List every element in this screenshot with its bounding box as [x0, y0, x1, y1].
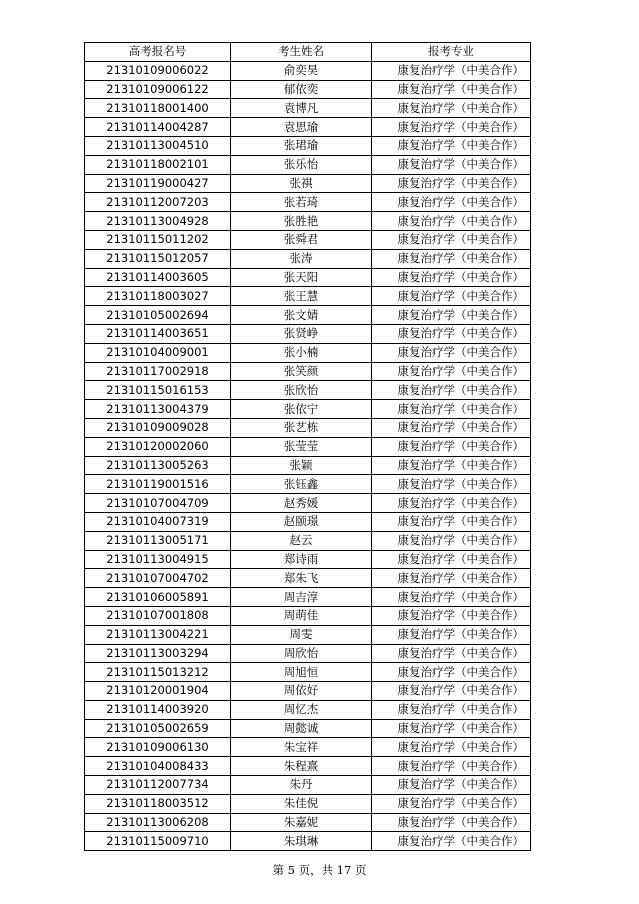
registration-number-cell: 21310114003605 [85, 268, 231, 287]
major-cell: 康复治疗学（中美合作） [372, 475, 531, 494]
candidate-name-cell: 郁依奕 [231, 80, 372, 99]
registration-number-cell: 21310107001808 [85, 606, 231, 625]
major-cell: 康复治疗学（中美合作） [372, 531, 531, 550]
table-row [85, 400, 531, 419]
major-cell: 康复治疗学（中美合作） [372, 644, 531, 663]
major-cell: 康复治疗学（中美合作） [372, 400, 531, 419]
registration-number-cell: 21310120002060 [85, 437, 231, 456]
candidate-name-cell: 张颖 [231, 456, 372, 475]
table-row [85, 155, 531, 174]
header-row [85, 43, 531, 62]
table-row [85, 268, 531, 287]
candidate-name-cell: 周旭恒 [231, 663, 372, 682]
table-row [85, 118, 531, 137]
registration-number-cell: 21310114003920 [85, 700, 231, 719]
candidate-name-cell: 张珺瑜 [231, 136, 372, 155]
registration-number-cell: 21310119001516 [85, 475, 231, 494]
major-cell: 康复治疗学（中美合作） [372, 362, 531, 381]
registration-number-cell: 21310115009710 [85, 832, 231, 851]
registration-number-cell: 21310113003294 [85, 644, 231, 663]
table-row [85, 306, 531, 325]
major-cell: 康复治疗学（中美合作） [372, 437, 531, 456]
registration-number-cell: 21310105002694 [85, 306, 231, 325]
major-cell: 康复治疗学（中美合作） [372, 794, 531, 813]
candidate-name-cell: 赵云 [231, 531, 372, 550]
table-row [85, 663, 531, 682]
registration-number-cell: 21310115012057 [85, 249, 231, 268]
candidate-name-cell: 周雯 [231, 625, 372, 644]
table-row [85, 494, 531, 513]
major-cell: 康复治疗学（中美合作） [372, 268, 531, 287]
header-registration-number: 高考报名号 [85, 43, 231, 62]
major-cell: 康复治疗学（中美合作） [372, 456, 531, 475]
registration-number-cell: 21310107004709 [85, 494, 231, 513]
candidate-name-cell: 张祺 [231, 174, 372, 193]
major-cell: 康复治疗学（中美合作） [372, 494, 531, 513]
registration-number-cell: 21310109009028 [85, 418, 231, 437]
candidate-name-cell: 周依好 [231, 682, 372, 701]
header-major: 报考专业 [372, 43, 531, 62]
candidate-name-cell: 张笑颜 [231, 362, 372, 381]
registration-number-cell: 21310120001904 [85, 682, 231, 701]
table-row [85, 343, 531, 362]
table-row [85, 249, 531, 268]
major-cell: 康复治疗学（中美合作） [372, 306, 531, 325]
major-cell: 康复治疗学（中美合作） [372, 381, 531, 400]
major-cell: 康复治疗学（中美合作） [372, 61, 531, 80]
registration-number-cell: 21310114004287 [85, 118, 231, 137]
candidate-name-cell: 郑朱飞 [231, 569, 372, 588]
major-cell: 康复治疗学（中美合作） [372, 343, 531, 362]
candidate-name-cell: 张钰鑫 [231, 475, 372, 494]
table-row [85, 456, 531, 475]
table-row [85, 99, 531, 118]
registration-number-cell: 21310104008433 [85, 757, 231, 776]
major-cell: 康复治疗学（中美合作） [372, 136, 531, 155]
registration-number-cell: 21310109006130 [85, 738, 231, 757]
major-cell: 康复治疗学（中美合作） [372, 512, 531, 531]
candidate-name-cell: 袁博凡 [231, 99, 372, 118]
registration-number-cell: 21310113005171 [85, 531, 231, 550]
table-row [85, 136, 531, 155]
registration-number-cell: 21310104007319 [85, 512, 231, 531]
candidate-name-cell: 周懿诚 [231, 719, 372, 738]
candidate-name-cell: 周欣怡 [231, 644, 372, 663]
registration-number-cell: 21310113006208 [85, 813, 231, 832]
candidate-name-cell: 赵颐璟 [231, 512, 372, 531]
major-cell: 康复治疗学（中美合作） [372, 80, 531, 99]
candidate-name-cell: 朱丹 [231, 776, 372, 795]
major-cell: 康复治疗学（中美合作） [372, 719, 531, 738]
major-cell: 康复治疗学（中美合作） [372, 324, 531, 343]
candidate-name-cell: 周吉淳 [231, 588, 372, 607]
candidate-name-cell: 朱宝祥 [231, 738, 372, 757]
major-cell: 康复治疗学（中美合作） [372, 212, 531, 231]
major-cell: 康复治疗学（中美合作） [372, 606, 531, 625]
registration-number-cell: 21310118003512 [85, 794, 231, 813]
candidate-name-cell: 朱琪琳 [231, 832, 372, 851]
candidate-name-cell: 朱佳倪 [231, 794, 372, 813]
table-row [85, 531, 531, 550]
candidate-name-cell: 郑诗雨 [231, 550, 372, 569]
registration-number-cell: 21310113004928 [85, 212, 231, 231]
registration-number-cell: 21310109006122 [85, 80, 231, 99]
table-row [85, 512, 531, 531]
table-row [85, 193, 531, 212]
table-row [85, 475, 531, 494]
major-cell: 康复治疗学（中美合作） [372, 118, 531, 137]
table-row [85, 569, 531, 588]
major-cell: 康复治疗学（中美合作） [372, 757, 531, 776]
major-cell: 康复治疗学（中美合作） [372, 588, 531, 607]
registration-number-cell: 21310115016153 [85, 381, 231, 400]
candidate-name-cell: 张天阳 [231, 268, 372, 287]
registration-number-cell: 21310115013212 [85, 663, 231, 682]
table-row [85, 174, 531, 193]
registration-number-cell: 21310113005263 [85, 456, 231, 475]
candidate-name-cell: 周萌佳 [231, 606, 372, 625]
table-row [85, 588, 531, 607]
major-cell: 康复治疗学（中美合作） [372, 155, 531, 174]
header-candidate-name: 考生姓名 [231, 43, 372, 62]
registration-number-cell: 21310104009001 [85, 343, 231, 362]
registration-number-cell: 21310113004510 [85, 136, 231, 155]
table-row [85, 625, 531, 644]
candidate-name-cell: 袁思瑜 [231, 118, 372, 137]
registration-number-cell: 21310114003651 [85, 324, 231, 343]
registration-number-cell: 21310106005891 [85, 588, 231, 607]
candidate-name-cell: 俞奕昊 [231, 61, 372, 80]
registration-number-cell: 21310113004915 [85, 550, 231, 569]
table-row [85, 324, 531, 343]
table-row [85, 437, 531, 456]
registration-number-cell: 21310113004221 [85, 625, 231, 644]
major-cell: 康复治疗学（中美合作） [372, 99, 531, 118]
table-row [85, 757, 531, 776]
registration-number-cell: 21310113004379 [85, 400, 231, 419]
table-row [85, 230, 531, 249]
candidate-name-cell: 周忆杰 [231, 700, 372, 719]
major-cell: 康复治疗学（中美合作） [372, 700, 531, 719]
major-cell: 康复治疗学（中美合作） [372, 663, 531, 682]
table-body [85, 61, 531, 850]
candidate-name-cell: 张小楠 [231, 343, 372, 362]
table-row [85, 719, 531, 738]
candidate-name-cell: 张胜艳 [231, 212, 372, 231]
candidate-name-cell: 张乐怡 [231, 155, 372, 174]
candidate-name-cell: 张文婧 [231, 306, 372, 325]
major-cell: 康复治疗学（中美合作） [372, 230, 531, 249]
major-cell: 康复治疗学（中美合作） [372, 832, 531, 851]
candidate-name-cell: 张莹莹 [231, 437, 372, 456]
table-row [85, 362, 531, 381]
candidate-name-cell: 张依宁 [231, 400, 372, 419]
registration-number-cell: 21310112007203 [85, 193, 231, 212]
major-cell: 康复治疗学（中美合作） [372, 193, 531, 212]
registration-number-cell: 21310115011202 [85, 230, 231, 249]
candidate-name-cell: 张涛 [231, 249, 372, 268]
major-cell: 康复治疗学（中美合作） [372, 569, 531, 588]
registration-number-cell: 21310109006022 [85, 61, 231, 80]
candidate-name-cell: 张王慧 [231, 287, 372, 306]
table-row [85, 550, 531, 569]
major-cell: 康复治疗学（中美合作） [372, 776, 531, 795]
candidate-name-cell: 张贤峥 [231, 324, 372, 343]
candidate-name-cell: 朱嘉妮 [231, 813, 372, 832]
candidate-name-cell: 张艺栋 [231, 418, 372, 437]
table-row [85, 682, 531, 701]
registration-number-cell: 21310118003027 [85, 287, 231, 306]
table-row [85, 212, 531, 231]
registration-number-cell: 21310117002918 [85, 362, 231, 381]
candidate-name-cell: 张舜君 [231, 230, 372, 249]
table-row [85, 61, 531, 80]
major-cell: 康复治疗学（中美合作） [372, 418, 531, 437]
registration-number-cell: 21310118001400 [85, 99, 231, 118]
candidate-name-cell: 张欣怡 [231, 381, 372, 400]
registration-number-cell: 21310118002101 [85, 155, 231, 174]
registration-number-cell: 21310112007734 [85, 776, 231, 795]
registration-number-cell: 21310107004702 [85, 569, 231, 588]
table-row [85, 80, 531, 99]
page-number: 第 5 页，共 17 页 [272, 863, 367, 877]
candidate-name-cell: 朱程熹 [231, 757, 372, 776]
major-cell: 康复治疗学（中美合作） [372, 813, 531, 832]
table-row [85, 644, 531, 663]
candidate-name-cell: 张若琦 [231, 193, 372, 212]
registration-number-cell: 21310105002659 [85, 719, 231, 738]
table-header [85, 43, 531, 62]
table-row [85, 794, 531, 813]
major-cell: 康复治疗学（中美合作） [372, 625, 531, 644]
table-row [85, 287, 531, 306]
table-row [85, 381, 531, 400]
major-cell: 康复治疗学（中美合作） [372, 682, 531, 701]
registration-number-cell: 21310119000427 [85, 174, 231, 193]
table-row [85, 738, 531, 757]
table-row [85, 832, 531, 851]
admission-list-table [84, 42, 531, 851]
table-row [85, 606, 531, 625]
table-row [85, 418, 531, 437]
major-cell: 康复治疗学（中美合作） [372, 174, 531, 193]
table-row [85, 813, 531, 832]
major-cell: 康复治疗学（中美合作） [372, 738, 531, 757]
table-row [85, 776, 531, 795]
table-row [85, 700, 531, 719]
major-cell: 康复治疗学（中美合作） [372, 287, 531, 306]
major-cell: 康复治疗学（中美合作） [372, 550, 531, 569]
candidate-name-cell: 赵秀媛 [231, 494, 372, 513]
major-cell: 康复治疗学（中美合作） [372, 249, 531, 268]
